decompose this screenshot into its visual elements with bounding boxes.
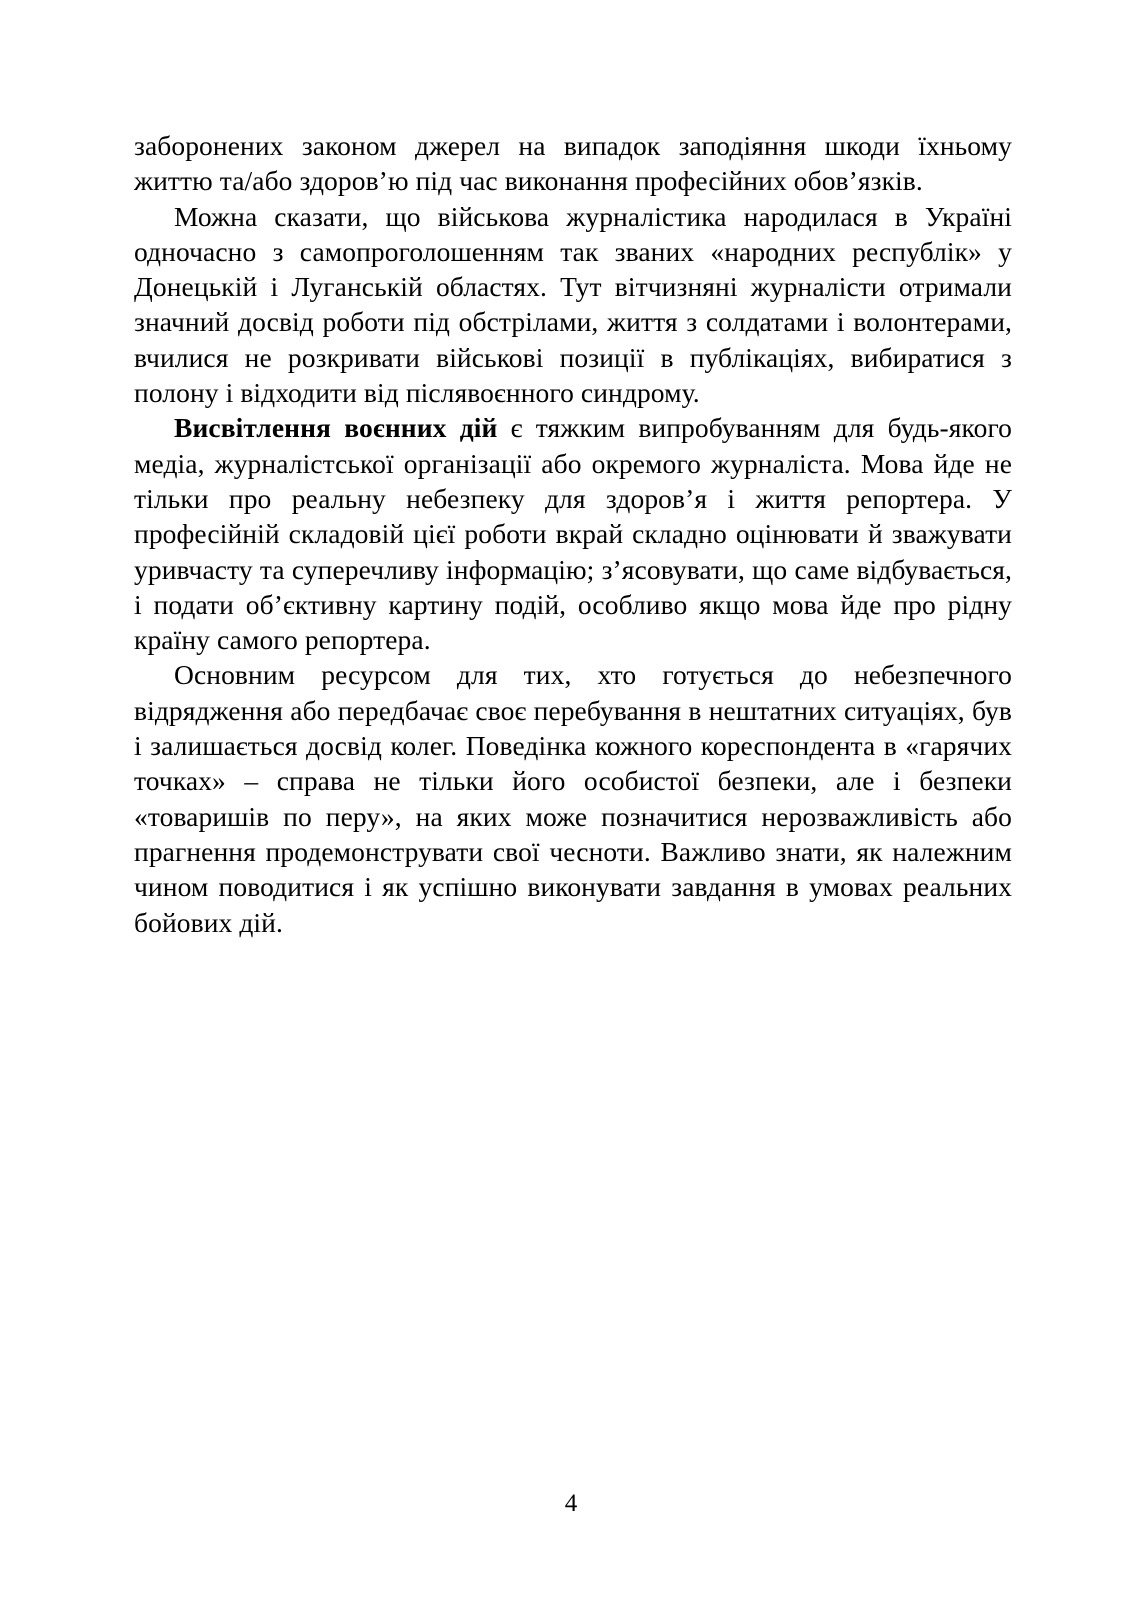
paragraph-4: Основним ресурсом для тих, хто готується до небезпечного відрядження або передбачає своє перебування в нештатних ситуаціях, був і залишається досвід колег. Поведінка кожного кореспондента в «гарячих точках» – справа не тільки його особистої безпеки, але і безпеки «товаришів по перу», на яких може позначитися нерозважливість або прагнення продемонструвати свої чесноти. Важливо знати, як належним чином поводитися і як успішно виконувати завдання в умовах реальних бойових дій. [134,659,1012,938]
paragraph-3-body: є тяжким випробуванням для будь-якого медіа, журналістської організації або окремого журналіста. Мова йде не тільки про реальну небезпеку для здоров’я і життя репортера. У професійній складовій цієї роботи вкрай складно оцінювати й зважувати уривчасту та суперечливу інформацію; з’ясовувати, що саме відбувається, і подати об’єктивну картину подій, особливо якщо мова йде про рідну країну самого репортера. [134,412,1012,656]
page-body-text [134,128,1012,940]
paragraph-3 [134,410,1012,657]
page-number: 4 [564,1490,578,1517]
paragraph-3-bold-lead: Висвітлення воєнних дій [174,412,498,444]
paragraph-2: Можна сказати, що військова журналістика народилася в Україні одночасно з самопроголошенням так званих «народних республік» у Донецькій і Луганській областях. Тут вітчизняні журналісти отримали значний досвід роботи під обстрілами, життя з солдатами і волонтерами, вчилися не розкривати військові позиції в публікаціях, вибиратися з полону і відходити від післявоєнного синдрому. [134,200,1012,409]
paragraph-1: заборонених законом джерел на випадок заподіяння шкоди їхньому життю та/або здоров’ю під час виконання професійних обов’язків. [134,130,1012,197]
